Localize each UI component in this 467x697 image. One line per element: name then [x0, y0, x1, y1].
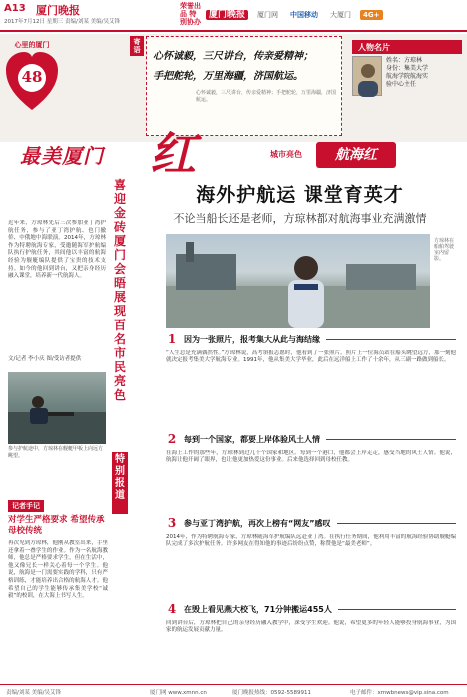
- footer-site[interactable]: 厦门网 www.xmnn.cn: [150, 690, 207, 696]
- section-title: 因为一张照片，报考集大从此与海结缘: [184, 334, 320, 344]
- ship-officer-image: [166, 234, 430, 328]
- section-heading: [166, 516, 456, 530]
- reporter-line: 文/记者 李小庆 图/受访者提供: [8, 356, 82, 362]
- notes-text: 再次见到方琼林，他刚从教室出来，手里还拿着一叠学生的作业。作为一名航海教师，他总是严格要求学生，但在生活中，他又像兄长一样关心着每一个学生。他说，航海是一门需要实践的学科，只有严格训练，才能培养出合格的航海人才。他希望自己的学生能够传承集美学校“诚毅”的校训，在大海上书写人生。: [8, 540, 108, 600]
- section-rule: [338, 609, 456, 610]
- footer-hotline: 厦门晚报热线：0592-5589911: [232, 690, 311, 696]
- person-info-row: 姓名：方琼林: [386, 57, 423, 64]
- section-number: 2: [167, 432, 177, 446]
- footer: [0, 684, 467, 697]
- issue-number: 48: [21, 68, 43, 86]
- notes-title: 对学生严格要求 希望传承母校传统: [8, 515, 105, 536]
- city-label: 城市亮色: [270, 150, 302, 159]
- column-big-char: 红: [150, 127, 196, 181]
- person-info-row: 验中心主任: [386, 81, 417, 88]
- sub-headline: 不论当船长还是老师，方琼林都对航海事业充满激情: [173, 212, 427, 225]
- hero-label: 航海红: [316, 142, 396, 168]
- column-title: 最美厦门: [20, 144, 104, 168]
- person-info-row: 航海学院航海实: [386, 73, 429, 80]
- date-line: 2017年7月12日 星期三 责编/刘某 美编/吴艾锋: [4, 19, 120, 25]
- section-number: 4: [167, 602, 177, 616]
- special-report-tag: 特别报道: [112, 452, 128, 514]
- person-info: [386, 57, 464, 89]
- paper-name: 厦门晚报: [36, 4, 80, 17]
- section-heading: [166, 602, 456, 616]
- person-info-row: 身份：集美大学: [386, 65, 429, 72]
- section-number: 1: [167, 332, 177, 346]
- heart-badge-label: 心里的厦门: [14, 41, 50, 49]
- sponsor-logos: [206, 2, 464, 28]
- footer-mail[interactable]: 电子邮件：xmwbnews@vip.sina.com: [350, 690, 449, 696]
- person-photo: [352, 56, 382, 96]
- section-rule: [337, 523, 456, 524]
- page-number: A13: [4, 3, 26, 14]
- sailor-on-deck-image: [8, 372, 106, 444]
- china-mobile-logo: 中国移动: [290, 11, 319, 19]
- section-heading: [166, 332, 456, 346]
- person-portrait-icon: [353, 57, 383, 97]
- 4g-logo: 4G+: [360, 10, 382, 20]
- section-title: 参与亚丁湾护航，再次上榜有“网友”感叹: [184, 518, 331, 528]
- section-body: “人生总是充满偶然性。”方琼林说，高考填报志愿时，他看到了一张照片，照片上一位海员站在船头眺望远方，那一刻他就决定报考集美大学航海专业。1991年，他从集美大学毕业，此后在远洋船上工作了十余年，从三副一路做到船长。: [166, 350, 456, 364]
- section-number: 3: [167, 516, 177, 530]
- left-photo-caption: 参与护航途中，方琼林在舰艇甲板上向远方眺望。: [8, 446, 104, 459]
- section-rule: [326, 339, 456, 340]
- poem-line: 心怀诚毅，三尺讲台，传亲爱精神；: [153, 51, 313, 62]
- section-title: 在毁上看见燕大校飞，71分钟搬运455人: [184, 604, 332, 614]
- vertical-banner: 喜迎金砖厦门会晤展现百名市民亮色: [113, 178, 126, 402]
- footer-editor: 责编/刘某 美编/吴艾锋: [6, 690, 61, 696]
- daxiamen-logo: 大厦门: [330, 11, 352, 19]
- main-headline: 海外护航运 课堂育英才: [196, 184, 404, 206]
- section-body: 回到讲台后，方琼林把自己的亲身经历融入教学中，深受学生欢迎。他说，希望更多的年轻人能够投身航海事业，为国家的航运发展贡献力量。: [166, 620, 456, 634]
- poem-line: 手把舵轮，万里海疆，济国航运。: [153, 71, 303, 82]
- section-body: 2014年，作为特聘航海专家，方琼林随海军护航编队远赴亚丁湾。在执行任务期间，他利用丰富的航海经验协助舰艇编队完成了多次护航任务。许多网友在得知他的事迹后纷纷点赞，称赞他是“最美老师”。: [166, 534, 456, 548]
- section-title: 每到一个国家，都要上岸体验风土人情: [184, 434, 320, 444]
- section-rule: [326, 439, 456, 440]
- poem-signature: 心怀诚毅，三尺讲台，传亲爱精神；手把舵轮，万里海疆，济国航运。: [196, 90, 337, 103]
- main-photo: [166, 234, 430, 328]
- section-heading: [166, 432, 456, 446]
- sponsor-label: 荣誉出品 特别协办: [180, 2, 201, 26]
- xmnn-logo: 厦门网: [257, 11, 279, 19]
- section-body: 在海上工作的那些年，方琼林到过几十个国家和地区。每到一个港口，他都会上岸走走，感受当地的风土人情。他说，航海让他开阔了眼界，也让他更加热爱这份事业。后来他选择回到母校任教。: [166, 450, 456, 464]
- left-column-text: 近年来，方琼林先后三次参加亚丁湾护航任务，参与了亚丁湾护航、也门撤侨、中俄地中海联演。2014年，方琼林作为特聘航海专家，受邀随海军护航编队执行护航任务，其间他以丰富的航海经验为舰艇编队提供了宝贵的技术支持。如今的他回到讲台，又把亲身经历融入课堂，培养新一代航海人。: [8, 220, 106, 280]
- left-photo: [8, 372, 106, 444]
- main-photo-caption: 方琼林在船舶驾驶室内留影。: [434, 238, 455, 262]
- xmwb-logo: 厦门晚报: [206, 10, 248, 20]
- notes-tag: 记者手记: [8, 500, 44, 512]
- poem-tag: 寄语: [130, 36, 144, 56]
- person-card-title: 人物名片: [352, 40, 462, 54]
